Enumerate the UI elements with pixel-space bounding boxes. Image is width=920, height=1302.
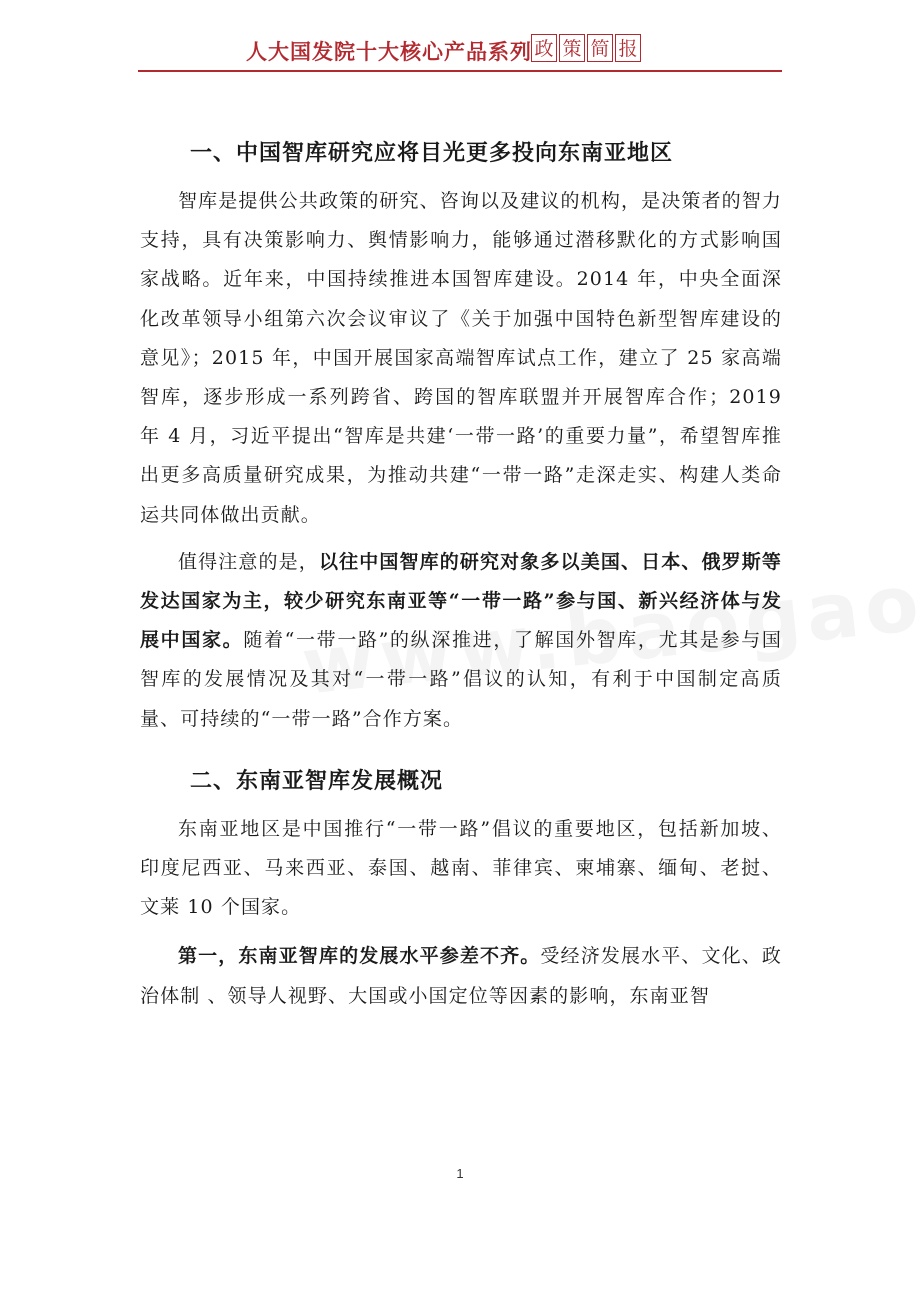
header-title: 人大国发院十大核心产品系列 — [246, 39, 532, 64]
paragraph-emphasis: 以往中国智库的研究对象多以美国、日本、俄罗斯等发达国家为主，较少研究东南亚等“一带一路”参与国、新兴经济体与发展中国家。 — [140, 550, 783, 652]
section-heading-2: 二、东南亚智库发展概况 — [190, 767, 444, 794]
paragraph-emphasis: 第一，东南亚智库的发展水平参差不齐。 — [178, 945, 541, 968]
document-body — [140, 133, 782, 1016]
paragraph: 智库是提供公共政策的研究、咨询以及建议的机构，是决策者的智力支持，具有决策影响力、舆情影响力，能够通过潜移默化的方式影响国家战略。近年来，中国持续推进本国智库建设。2014 年，中央全面深化改革领导小组第六次会议审议了《关于加强中国特色新型智库建设的意见》；2015 年，中国开展国家高端智库试点工作，建立了 25 家高端智库，逐步形成一系列跨省、跨国的智库联盟并开展智库合作；2019 年 4 月，习近平提出“智库是共建‘一带一路’的重要力量”，希望智库推出更多高质量研究成果，为推动共建“一带一路”走深走实、构建人类命运共同体做出贡献。 — [140, 190, 782, 526]
header-badge — [531, 34, 641, 62]
badge-char: 策 — [559, 34, 585, 62]
paragraph-text: 值得注意的是， — [178, 550, 319, 573]
badge-char: 政 — [531, 34, 557, 62]
paragraph-text: 受经济发展水平、文化、政治体制 、领导人视野、大国或小国定位等因素的影响，东南亚智 — [140, 945, 782, 1007]
page-number: 1 — [456, 1166, 464, 1181]
page-header — [138, 34, 782, 68]
paragraph: 东南亚地区是中国推行“一带一路”倡议的重要地区，包括新加坡、印度尼西亚、马来西亚、泰国、越南、菲律宾、柬埔寨、缅甸、老挝、文莱 10 个国家。 — [140, 817, 782, 919]
header-divider — [138, 70, 782, 72]
paragraph — [140, 543, 782, 739]
section-heading-1: 一、中国智库研究应将目光更多投向东南亚地区 — [190, 140, 674, 166]
badge-char: 报 — [615, 34, 641, 62]
paragraph-text: 随着“一带一路”的纵深推进，了解国外智库，尤其是参与国智库的发展情况及其对“一带一路”倡议的认知，有利于中国制定高质量、可持续的“一带一路”合作方案。 — [140, 629, 782, 730]
paragraph — [140, 937, 782, 1015]
badge-char: 简 — [587, 34, 613, 62]
